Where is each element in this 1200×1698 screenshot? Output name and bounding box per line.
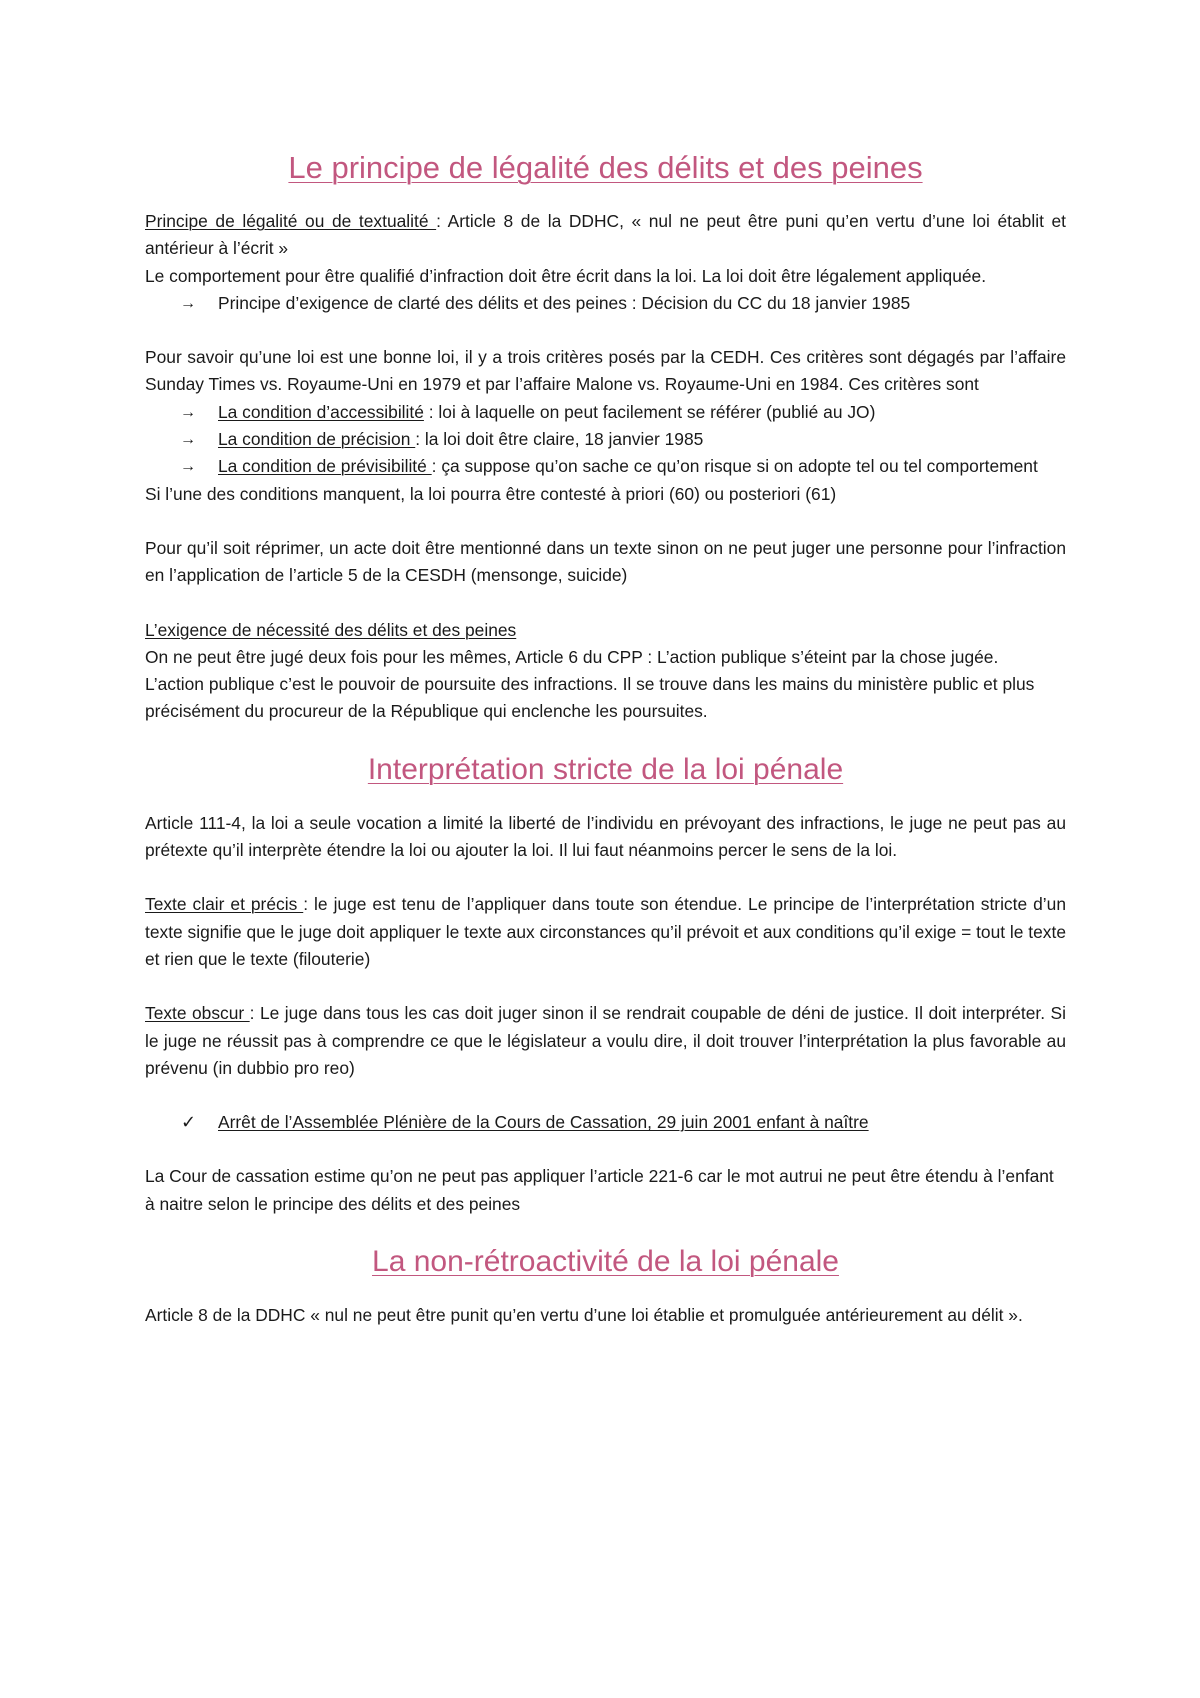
underlined-label: Texte obscur	[145, 1003, 250, 1024]
paragraph: Article 8 de la DDHC « nul ne peut être punit qu’en vertu d’une loi établie et promulguée antérieurement au délit ».	[145, 1305, 1023, 1326]
paragraph: L’action publique c’est le pouvoir de poursuite des infractions. Il se trouve dans les mains du ministère public et plus précisément du procureur de la République qui enclenche les poursuites.	[145, 674, 1035, 722]
paragraph: Texte clair et précis : le juge est tenu de l’appliquer dans toute son étendue. Le principe de l’interprétation stricte d’un texte signifie que le juge doit appliquer le texte aux circonstances qu’il prévoit et aux conditions qu’il exige = tout le texte et rien que le texte (filouterie)	[145, 894, 1066, 969]
paragraph: Pour qu’il soit réprimer, un acte doit être mentionné dans un texte sinon on ne peut juger une personne pour l’infraction en l’application de l’article 5 de la CESDH (mensonge, suicide)	[145, 537, 1066, 586]
paragraph: La Cour de cassation estime qu’on ne peut pas appliquer l’article 221-6 car le mot autrui ne peut être étendu à l’enfant à naitre selon le principe des délits et des peines	[145, 1166, 1054, 1214]
page-title: Le principe de légalité des délits et des peines	[288, 150, 923, 185]
paragraph: On ne peut être jugé deux fois pour les mêmes, Article 6 du CPP : L’action publique s’éteint par la chose jugée.	[145, 646, 999, 667]
arrow-right-icon: →	[180, 431, 196, 449]
paragraph: Principe de légalité ou de textualité : Article 8 de la DDHC, « nul ne peut être puni qu’en vertu d’une loi établit et antérieur à l’écrit »	[145, 211, 1066, 259]
underlined-label: Texte clair et précis	[145, 894, 304, 915]
subheading: L’exigence de nécessité des délits et des peines	[145, 619, 517, 640]
paragraph: Texte obscur : Le juge dans tous les cas doit juger sinon il se rendrait coupable de déni de justice. Il doit interpréter. Si le juge ne réussit pas à comprendre ce que le législateur a voulu dire, il doit trouver l’interprétation la plus favorable au prévenu (in dubbio pro reo)	[145, 1003, 1066, 1078]
list-item: → La condition d’accessibilité : loi à laquelle on peut facilement se référer (publié au JO)	[145, 399, 1066, 426]
section-heading: Interprétation stricte de la loi pénale	[367, 752, 844, 786]
checked-item: ✓ Arrêt de l’Assemblée Plénière de la Cours de Cassation, 29 juin 2001 enfant à naître	[145, 1109, 1066, 1136]
list-item: → La condition de prévisibilité : ça suppose qu’on sache ce qu’on risque si on adopte tel ou tel comportement	[145, 453, 1066, 480]
list-item: → La condition de précision : la loi doit être claire, 18 janvier 1985	[145, 426, 1066, 453]
arrow-list	[145, 290, 1066, 317]
paragraph: Pour savoir qu’une loi est une bonne loi, il y a trois critères posés par la CEDH. Ces critères sont dégagés par l’affaire Sunday Times vs. Royaume-Uni en 1979 et par l’affaire Malone vs. Royaume-Uni en 1984. Ces critères sont	[145, 347, 1066, 395]
arrow-list	[145, 399, 1066, 481]
checkmark-icon: ✓	[181, 1112, 197, 1133]
paragraph: Le comportement pour être qualifié d’infraction doit être écrit dans la loi. La loi doit être légalement appliquée.	[145, 265, 987, 286]
paragraph: Si l’une des conditions manquent, la loi pourra être contesté à priori (60) ou posteriori (61)	[145, 483, 837, 504]
arrow-right-icon: →	[180, 294, 196, 312]
list-item: → Principe d’exigence de clarté des délits et des peines : Décision du CC du 18 janvier 1985	[145, 290, 1066, 317]
underlined-label: Principe de légalité ou de textualité	[145, 211, 437, 231]
section-heading: La non-rétroactivité de la loi pénale	[372, 1245, 839, 1279]
arrow-right-icon: →	[180, 458, 196, 476]
paragraph: Article 111-4, la loi a seule vocation a limité la liberté de l’individu en prévoyant des infractions, le juge ne peut pas au prétexte qu’il interprète étendre la loi ou ajouter la loi. Il lui faut néanmoins percer le sens de la loi.	[145, 812, 1066, 861]
arrow-right-icon: →	[180, 403, 196, 421]
